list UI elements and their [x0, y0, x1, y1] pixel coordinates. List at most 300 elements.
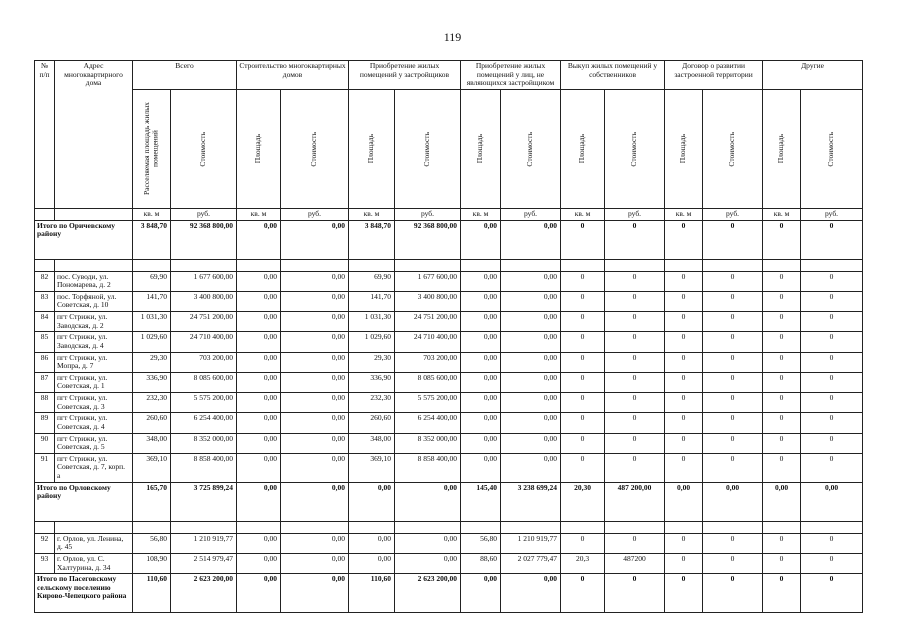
cell-area: 1 029,60 — [133, 332, 171, 352]
cell-area: 0 — [561, 433, 605, 453]
cell-area: 0 — [561, 352, 605, 372]
cell-cost: 0,00 — [501, 220, 561, 259]
header-sub-label: Стоимость — [309, 131, 319, 167]
spacer-cell — [801, 259, 863, 271]
cell-area: 0,00 — [461, 220, 501, 259]
cell-cost: 8 352 000,00 — [395, 433, 461, 453]
cell-area: 0 — [561, 271, 605, 291]
cell-cost: 0,00 — [281, 332, 349, 352]
cell-area: 0 — [763, 352, 801, 372]
cell-area: 69,90 — [133, 271, 171, 291]
row-number: 90 — [35, 433, 55, 453]
cell-cost: 0 — [703, 291, 763, 311]
header-sub-label: Стоимость — [629, 131, 639, 167]
cell-area: 0,00 — [237, 291, 281, 311]
cell-cost: 3 238 699,24 — [501, 482, 561, 521]
cell-area: 0 — [763, 312, 801, 332]
spacer-cell — [501, 521, 561, 533]
row-number: 92 — [35, 533, 55, 553]
cell-cost: 0,00 — [281, 553, 349, 573]
unit-area: кв. м — [461, 208, 501, 220]
cell-cost: 5 575 200,00 — [395, 393, 461, 413]
cell-cost: 0 — [605, 533, 665, 553]
total-row — [35, 482, 863, 521]
spacer-cell — [703, 259, 763, 271]
cell-area: 88,60 — [461, 553, 501, 573]
cell-area: 3 848,70 — [349, 220, 395, 259]
cell-cost: 0,00 — [801, 482, 863, 521]
unit-area: кв. м — [561, 208, 605, 220]
cell-cost: 0,00 — [281, 312, 349, 332]
cell-cost: 1 210 919,77 — [501, 533, 561, 553]
header-sub-cost — [703, 89, 763, 208]
unit-cost: руб. — [281, 208, 349, 220]
cell-area: 0 — [561, 393, 605, 413]
cell-cost: 0 — [703, 533, 763, 553]
table-row — [35, 413, 863, 433]
cell-area: 0 — [665, 553, 703, 573]
spacer-row — [35, 521, 863, 533]
header-sub-label: Площадь — [577, 134, 587, 164]
cell-area: 0,00 — [461, 574, 501, 613]
header-group-nondeveloper: Приобретение жилых помещений у лиц, не являющихся застройщиком — [461, 61, 561, 90]
cell-cost: 0 — [703, 312, 763, 332]
cell-area: 232,30 — [349, 393, 395, 413]
spacer-cell — [237, 259, 281, 271]
unit-cost: руб. — [171, 208, 237, 220]
spacer-cell — [349, 259, 395, 271]
cell-area: 141,70 — [349, 291, 395, 311]
row-address: пгт Стрижи, ул. Советская, д. 3 — [55, 393, 133, 413]
cell-cost: 0 — [605, 433, 665, 453]
cell-cost: 24 751 200,00 — [171, 312, 237, 332]
spacer-cell — [561, 259, 605, 271]
table-row — [35, 533, 863, 553]
cell-area: 0 — [763, 553, 801, 573]
cell-cost: 0,00 — [501, 453, 561, 482]
spacer-cell — [395, 521, 461, 533]
cell-cost: 5 575 200,00 — [171, 393, 237, 413]
cell-cost: 0 — [801, 220, 863, 259]
spacer-row — [35, 259, 863, 271]
cell-cost: 0,00 — [501, 393, 561, 413]
table-row — [35, 553, 863, 573]
header-sub-label: Стоимость — [198, 131, 208, 167]
row-address: пгт Стрижи, ул. Заводская, д. 2 — [55, 312, 133, 332]
cell-area: 0,00 — [237, 352, 281, 372]
cell-area: 0,00 — [237, 220, 281, 259]
cell-area: 110,60 — [133, 574, 171, 613]
table-row — [35, 352, 863, 372]
header-sub-cost — [501, 89, 561, 208]
cell-area: 0 — [665, 574, 703, 613]
row-address: г. Орлов, ул. С. Халтурина, д. 34 — [55, 553, 133, 573]
cell-area: 0 — [561, 413, 605, 433]
header-sub-label: Стоимость — [525, 131, 535, 167]
page-number: 119 — [443, 30, 462, 44]
cell-cost: 0,00 — [501, 312, 561, 332]
cell-cost: 0,00 — [501, 413, 561, 433]
cell-area: 0,00 — [461, 393, 501, 413]
cell-cost: 0,00 — [281, 433, 349, 453]
row-number: 83 — [35, 291, 55, 311]
unit-cost: руб. — [395, 208, 461, 220]
cell-cost: 24 710 400,00 — [171, 332, 237, 352]
cell-cost: 0 — [801, 312, 863, 332]
header-sub-label: Площадь — [678, 134, 688, 164]
cell-cost: 0 — [703, 574, 763, 613]
cell-cost: 24 710 400,00 — [395, 332, 461, 352]
cell-cost: 0,00 — [501, 271, 561, 291]
spacer-cell — [171, 259, 237, 271]
table-row — [35, 433, 863, 453]
cell-cost: 0,00 — [281, 271, 349, 291]
row-address: пгт Стрижи, ул. Советская, д. 1 — [55, 372, 133, 392]
spacer-cell — [55, 521, 133, 533]
unit-area: кв. м — [665, 208, 703, 220]
cell-cost: 24 751 200,00 — [395, 312, 461, 332]
cell-cost: 0,00 — [501, 291, 561, 311]
cell-area: 0,00 — [237, 574, 281, 613]
cell-area: 336,90 — [349, 372, 395, 392]
cell-cost: 0,00 — [501, 332, 561, 352]
spacer-cell — [133, 521, 171, 533]
spacer-cell — [395, 259, 461, 271]
header-row-units — [35, 208, 863, 220]
spacer-cell — [801, 521, 863, 533]
cell-area: 348,00 — [133, 433, 171, 453]
cell-area: 0 — [763, 332, 801, 352]
unit-area: кв. м — [237, 208, 281, 220]
cell-cost: 0 — [703, 393, 763, 413]
row-address: г. Орлов, ул. Ленина, д. 45 — [55, 533, 133, 553]
cell-cost: 1 210 919,77 — [171, 533, 237, 553]
cell-area: 0,00 — [461, 352, 501, 372]
cell-area: 0 — [665, 393, 703, 413]
cell-cost: 0,00 — [395, 553, 461, 573]
spacer-cell — [281, 259, 349, 271]
table-row — [35, 393, 863, 413]
cell-cost: 0 — [801, 453, 863, 482]
total-label: Итого по Орловскому району — [35, 482, 133, 521]
spacer-cell — [703, 521, 763, 533]
cell-area: 369,10 — [133, 453, 171, 482]
spacer-cell — [171, 521, 237, 533]
cell-area: 29,30 — [349, 352, 395, 372]
cell-cost: 0,00 — [281, 220, 349, 259]
cell-cost: 0,00 — [281, 413, 349, 433]
header-group-development-contract: Договор о развитии застроенной территории — [665, 61, 763, 90]
header-sub-cost — [281, 89, 349, 208]
cell-area: 0,00 — [461, 372, 501, 392]
cell-area: 0,00 — [237, 453, 281, 482]
cell-cost: 0,00 — [281, 291, 349, 311]
cell-area: 0 — [665, 533, 703, 553]
cell-area: 336,90 — [133, 372, 171, 392]
cell-cost: 0 — [605, 352, 665, 372]
cell-cost: 487 200,00 — [605, 482, 665, 521]
table-row — [35, 271, 863, 291]
header-sub-area — [461, 89, 501, 208]
unit-area: кв. м — [133, 208, 171, 220]
cell-area: 0 — [763, 271, 801, 291]
spacer-cell — [763, 259, 801, 271]
cell-cost: 0,00 — [281, 352, 349, 372]
header-sub-label: Стоимость — [826, 131, 836, 167]
cell-cost: 0,00 — [501, 574, 561, 613]
cell-area: 0,00 — [763, 482, 801, 521]
header-address: Адрес многоквартирного дома — [55, 61, 133, 209]
cell-area: 0 — [665, 352, 703, 372]
header-sub-label: Стоимость — [727, 131, 737, 167]
cell-cost: 0 — [801, 271, 863, 291]
cell-area: 1 029,60 — [349, 332, 395, 352]
cell-area: 0,00 — [349, 482, 395, 521]
cell-area: 0,00 — [461, 332, 501, 352]
cell-area: 0 — [665, 312, 703, 332]
cell-area: 0 — [763, 393, 801, 413]
total-row — [35, 574, 863, 613]
header-number: № п/п — [35, 61, 55, 209]
cell-cost: 3 400 800,00 — [395, 291, 461, 311]
cell-cost: 0 — [605, 291, 665, 311]
cell-cost: 0 — [703, 332, 763, 352]
cell-cost: 1 677 600,00 — [395, 271, 461, 291]
cell-area: 0 — [561, 574, 605, 613]
total-row — [35, 220, 863, 259]
header-row-subcolumns — [35, 89, 863, 208]
spacer-cell — [461, 521, 501, 533]
row-number: 85 — [35, 332, 55, 352]
cell-area: 260,60 — [349, 413, 395, 433]
spacer-cell — [605, 521, 665, 533]
cell-cost: 0 — [703, 271, 763, 291]
spacer-cell — [35, 259, 55, 271]
cell-cost: 1 677 600,00 — [171, 271, 237, 291]
cell-cost: 487200 — [605, 553, 665, 573]
cell-cost: 0,00 — [501, 352, 561, 372]
table-row — [35, 332, 863, 352]
header-sub-label: Площадь — [253, 134, 263, 164]
cell-cost: 0 — [703, 372, 763, 392]
cell-area: 0,00 — [237, 482, 281, 521]
unit-cost: руб. — [605, 208, 665, 220]
cell-cost: 3 400 800,00 — [171, 291, 237, 311]
cell-cost: 0 — [605, 312, 665, 332]
cell-cost: 8 858 400,00 — [171, 453, 237, 482]
cell-area: 0 — [763, 533, 801, 553]
cell-area: 0 — [561, 372, 605, 392]
cell-area: 0,00 — [461, 433, 501, 453]
cell-area: 0 — [665, 271, 703, 291]
row-number: 82 — [35, 271, 55, 291]
header-sub-area — [561, 89, 605, 208]
cell-cost: 0,00 — [703, 482, 763, 521]
cell-area: 56,80 — [461, 533, 501, 553]
cell-area: 0 — [561, 312, 605, 332]
cell-cost: 0 — [703, 352, 763, 372]
cell-area: 0 — [763, 372, 801, 392]
cell-cost: 6 254 400,00 — [395, 413, 461, 433]
cell-area: 0 — [665, 453, 703, 482]
cell-area: 0 — [561, 291, 605, 311]
row-address: пгт Стрижи, ул. Заводская, д. 4 — [55, 332, 133, 352]
cell-area: 141,70 — [133, 291, 171, 311]
unit-area: кв. м — [349, 208, 395, 220]
cell-area: 0,00 — [349, 553, 395, 573]
table-row — [35, 312, 863, 332]
cell-area: 348,00 — [349, 433, 395, 453]
cell-area: 0,00 — [461, 453, 501, 482]
cell-area: 0,00 — [461, 271, 501, 291]
row-address: пгт Стрижи, ул. Советская, д. 7, корп. а — [55, 453, 133, 482]
spacer-cell — [55, 259, 133, 271]
row-number: 84 — [35, 312, 55, 332]
row-number: 86 — [35, 352, 55, 372]
header-sub-area — [237, 89, 281, 208]
header-sub-cost — [801, 89, 863, 208]
cell-area: 0,00 — [237, 372, 281, 392]
cell-area: 0,00 — [461, 312, 501, 332]
cell-cost: 6 254 400,00 — [171, 413, 237, 433]
cell-cost: 2 623 200,00 — [171, 574, 237, 613]
cell-cost: 0,00 — [281, 482, 349, 521]
header-sub-label: Площадь — [475, 134, 485, 164]
spacer-cell — [349, 521, 395, 533]
header-group-buyout: Выкуп жилых помещений у собственников — [561, 61, 665, 90]
spacer-cell — [665, 521, 703, 533]
cell-area: 0 — [561, 220, 605, 259]
cell-cost: 0,00 — [281, 574, 349, 613]
cell-area: 0 — [763, 413, 801, 433]
cell-area: 0,00 — [349, 533, 395, 553]
cell-area: 0 — [763, 574, 801, 613]
unit-cost: руб. — [703, 208, 763, 220]
unit-area: кв. м — [763, 208, 801, 220]
cell-area: 1 031,30 — [349, 312, 395, 332]
cell-cost: 703 200,00 — [171, 352, 237, 372]
cell-area: 0,00 — [237, 533, 281, 553]
cell-area: 0,00 — [237, 393, 281, 413]
spacer-cell — [605, 259, 665, 271]
cell-area: 0,00 — [665, 482, 703, 521]
spacer-cell — [665, 259, 703, 271]
cell-cost: 0 — [801, 413, 863, 433]
header-sub-area — [763, 89, 801, 208]
cell-cost: 8 858 400,00 — [395, 453, 461, 482]
cell-cost: 0,00 — [395, 482, 461, 521]
header-sub-cost — [395, 89, 461, 208]
cell-cost: 0 — [801, 393, 863, 413]
spacer-cell — [461, 259, 501, 271]
table-row — [35, 291, 863, 311]
cell-area: 232,30 — [133, 393, 171, 413]
cell-area: 0 — [665, 372, 703, 392]
cell-area: 260,60 — [133, 413, 171, 433]
row-number: 93 — [35, 553, 55, 573]
cell-cost: 8 085 600,00 — [171, 372, 237, 392]
header-group-other: Другие — [763, 61, 863, 90]
cell-area: 369,10 — [349, 453, 395, 482]
cell-area: 0 — [665, 433, 703, 453]
cell-cost: 0 — [605, 453, 665, 482]
cell-area: 0,00 — [237, 271, 281, 291]
cell-cost: 0 — [703, 453, 763, 482]
spacer-cell — [133, 259, 171, 271]
cell-cost: 2 623 200,00 — [395, 574, 461, 613]
cell-cost: 0 — [703, 413, 763, 433]
cell-cost: 2 514 979,47 — [171, 553, 237, 573]
row-number: 88 — [35, 393, 55, 413]
cell-cost: 0 — [703, 433, 763, 453]
cell-cost: 0,00 — [395, 533, 461, 553]
cell-cost: 0,00 — [501, 372, 561, 392]
unit-cost: руб. — [801, 208, 863, 220]
cell-area: 145,40 — [461, 482, 501, 521]
row-address: пгт Стрижи, ул. Мопра, д. 7 — [55, 352, 133, 372]
header-sub-label: Стоимость — [422, 131, 432, 167]
cell-area: 69,90 — [349, 271, 395, 291]
cell-area: 0 — [763, 291, 801, 311]
cell-cost: 0,00 — [281, 393, 349, 413]
row-address: пгт Стрижи, ул. Советская, д. 4 — [55, 413, 133, 433]
cell-cost: 0 — [703, 220, 763, 259]
header-sub-area — [133, 89, 171, 208]
cell-cost: 0,00 — [281, 453, 349, 482]
cell-area: 110,60 — [349, 574, 395, 613]
cell-area: 165,70 — [133, 482, 171, 521]
cell-cost: 0 — [605, 372, 665, 392]
header-row-groups — [35, 61, 863, 90]
header-group-developer: Приобретение жилых помещений у застройщиков — [349, 61, 461, 90]
cell-area: 0 — [665, 413, 703, 433]
cell-area: 0,00 — [461, 291, 501, 311]
cell-area: 0 — [763, 220, 801, 259]
row-number: 87 — [35, 372, 55, 392]
header-sub-label: Площадь — [776, 134, 786, 164]
header-sub-label: Площадь — [366, 134, 376, 164]
spacer-cell — [561, 521, 605, 533]
row-address: пос. Торфяной, ул. Советская, д. 10 — [55, 291, 133, 311]
header-sub-area — [665, 89, 703, 208]
header-group-construction: Строительство многоквартирных домов — [237, 61, 349, 90]
cell-cost: 0 — [801, 332, 863, 352]
cell-cost: 0,00 — [281, 372, 349, 392]
cell-area: 0,00 — [237, 433, 281, 453]
cell-cost: 3 725 899,24 — [171, 482, 237, 521]
cell-area: 0 — [561, 453, 605, 482]
cell-area: 0,00 — [237, 312, 281, 332]
cell-area: 0 — [561, 332, 605, 352]
spacer-cell — [501, 259, 561, 271]
cell-cost: 0 — [703, 553, 763, 573]
cell-cost: 0 — [801, 352, 863, 372]
cell-area: 0,00 — [237, 553, 281, 573]
table-row — [35, 372, 863, 392]
spacer-cell — [237, 521, 281, 533]
cell-cost: 0 — [605, 393, 665, 413]
cell-area: 1 031,30 — [133, 312, 171, 332]
cell-area: 29,30 — [133, 352, 171, 372]
cell-cost: 2 027 779,47 — [501, 553, 561, 573]
cell-cost: 703 200,00 — [395, 352, 461, 372]
cell-cost: 0 — [605, 574, 665, 613]
cell-area: 3 848,70 — [133, 220, 171, 259]
cell-area: 0,00 — [237, 332, 281, 352]
header-group-total: Всего — [133, 61, 237, 90]
header-sub-label: Расселяемая площадь жилых помещений — [141, 102, 160, 196]
cell-cost: 0 — [801, 372, 863, 392]
